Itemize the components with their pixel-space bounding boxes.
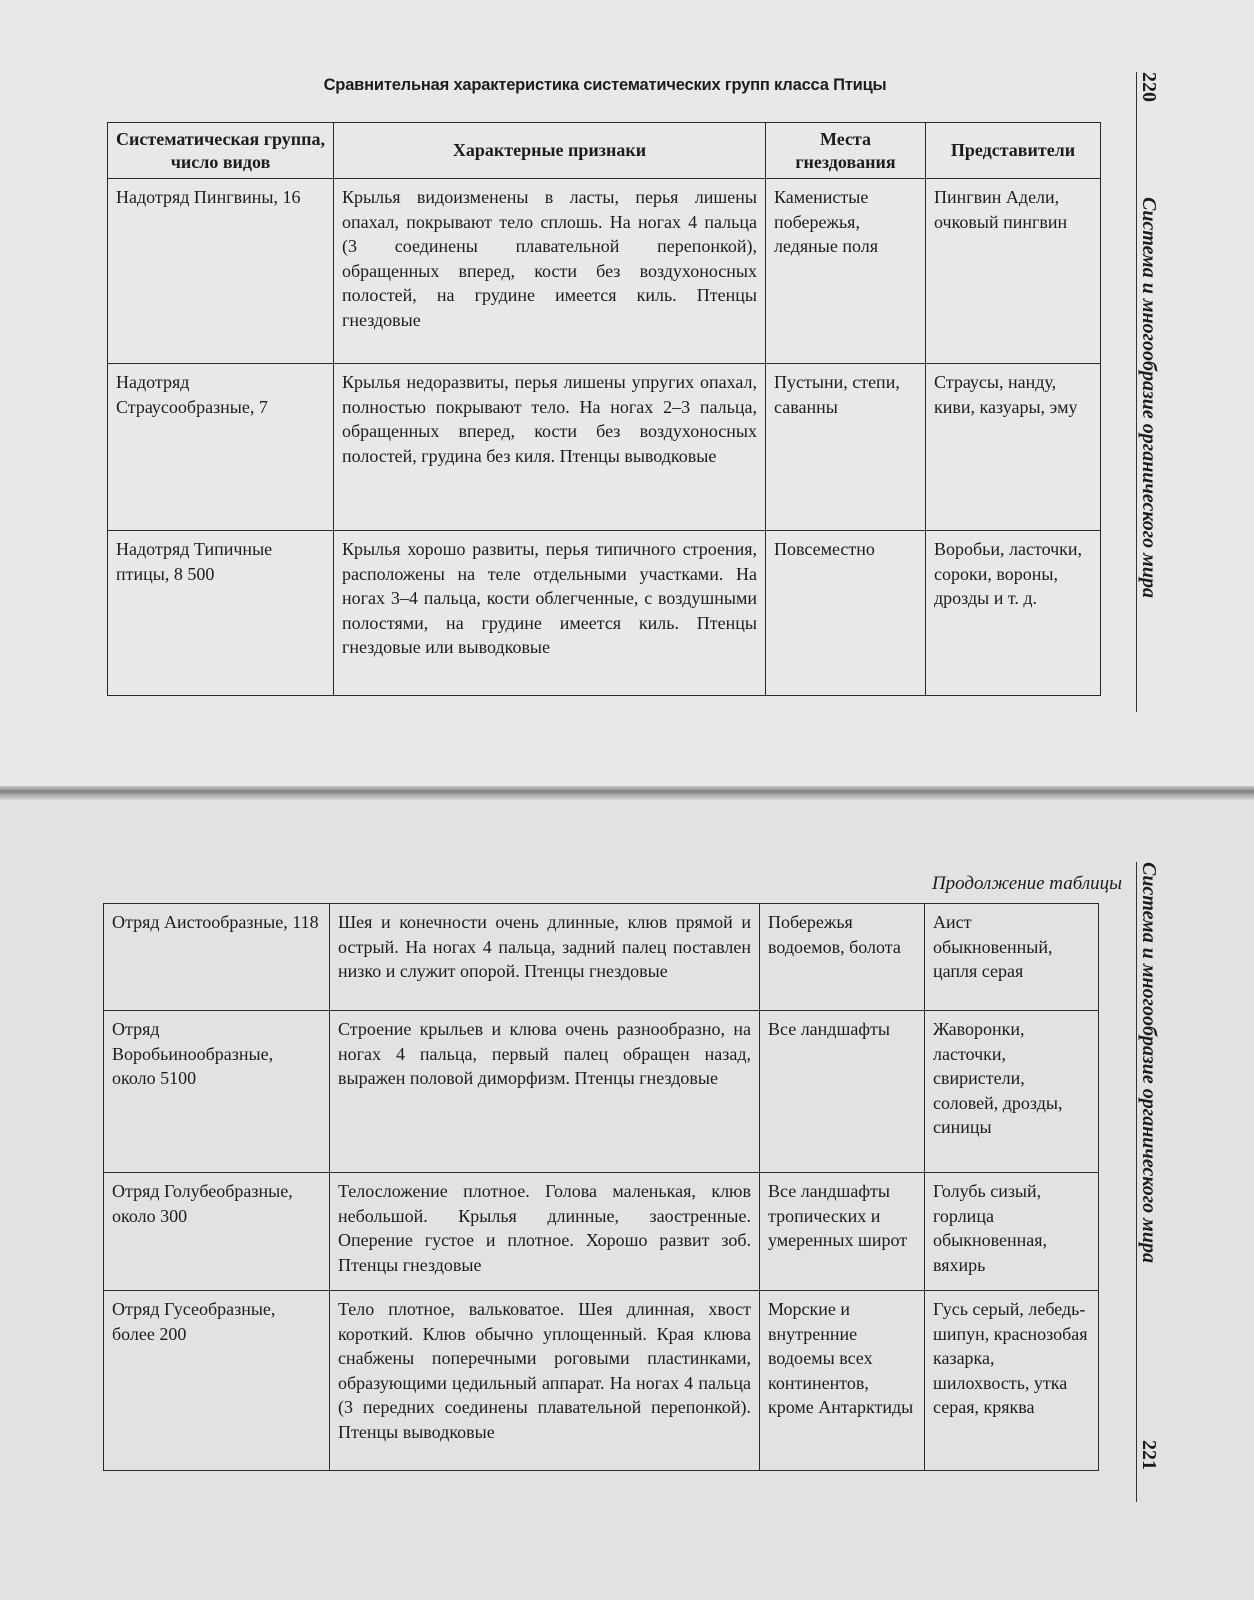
header-nesting: Места гнездования (766, 123, 926, 179)
table-row (104, 904, 1099, 1011)
table-row (108, 364, 1101, 531)
bird-groups-table-continued (103, 903, 1099, 1471)
header-features: Характерные признаки (334, 123, 766, 179)
nesting-cell: Каменистые побережья, ледяные поля (766, 179, 926, 364)
features-cell: Крылья видоизменены в ласты, перья лишены опахал, покрывают тело сплошь. На ногах 4 пальца (3 соединены плавательной перепонкой), обращенных вперед, кости без воздухоносных полостей, на грудине имеется киль. Птенцы гнездовые (334, 179, 766, 364)
table-row (104, 1011, 1099, 1173)
group-cell: Отряд Аистообразные, 118 (104, 904, 330, 1011)
table-header-row (108, 123, 1101, 179)
group-cell: Надотряд Пингвины, 16 (108, 179, 334, 364)
table-row (104, 1291, 1099, 1471)
representatives-cell: Воробьи, ласточки, сороки, вороны, дрозды и т. д. (926, 531, 1101, 696)
representatives-cell: Гусь серый, лебедь-шипун, краснозобая казарка, шилохвость, утка серая, кряква (925, 1291, 1099, 1471)
nesting-cell: Все ландшафты (760, 1011, 925, 1173)
running-title-221 (1136, 862, 1160, 1502)
nesting-cell: Все ландшафты тропических и умеренных широт (760, 1173, 925, 1291)
representatives-cell: Аист обыкновенный, цапля серая (925, 904, 1099, 1011)
page-number: 221 (1138, 1440, 1160, 1470)
group-cell: Отряд Гусеобразные, более 200 (104, 1291, 330, 1471)
representatives-cell: Страусы, нанду, киви, казуары, эму (926, 364, 1101, 531)
table-row (108, 531, 1101, 696)
nesting-cell: Морские и внутренние водоемы всех континентов, кроме Антарктиды (760, 1291, 925, 1471)
table-row (104, 1173, 1099, 1291)
nesting-cell: Пустыни, степи, саванны (766, 364, 926, 531)
group-cell: Отряд Воробьинообразные, около 5100 (104, 1011, 330, 1173)
group-cell: Надотряд Типичные птицы, 8 500 (108, 531, 334, 696)
nesting-cell: Повсеместно (766, 531, 926, 696)
features-cell: Телосложение плотное. Голова маленькая, клюв небольшой. Крылья длинные, заостренные. Оперение густое и плотное. Хорошо развит зоб. Птенцы гнездовые (330, 1173, 760, 1291)
running-title: Система и многообразие органического мира (1138, 197, 1160, 598)
page-number: 220 (1138, 72, 1160, 102)
continuation-label: Продолжение таблицы (931, 873, 1122, 894)
running-title: Система и многообразие органического мира (1138, 862, 1160, 1263)
group-cell: Отряд Голубеобразные, около 300 (104, 1173, 330, 1291)
features-cell: Крылья хорошо развиты, перья типичного строения, расположены на теле отдельными участками. На ногах 3–4 пальца, кости облегченные, с воздушными полостями, на грудине имеется киль. Птенцы гнездовые или выводковые (334, 531, 766, 696)
header-group: Систематическая группа, число видов (108, 123, 334, 179)
table-row (108, 179, 1101, 364)
features-cell: Тело плотное, вальковатое. Шея длинная, хвост короткий. Клюв обычно уплощенный. Края клюва снабжены поперечными роговыми пластинками, образующими цедильный аппарат. На ногах 4 пальца (3 передних соединены плавательной перепонкой). Птенцы выводковые (330, 1291, 760, 1471)
features-cell: Крылья недоразвиты, перья лишены упругих опахал, полностью покрывают тело. На ногах 2–3 пальца, обращенных вперед, кости без воздухоносных полостей, грудина без киля. Птенцы выводковые (334, 364, 766, 531)
group-cell: Надотряд Страусообразные, 7 (108, 364, 334, 531)
page-fold-divider (0, 786, 1254, 800)
table-title: Сравнительная характеристика систематических групп класса Птицы (323, 76, 887, 94)
features-cell: Шея и конечности очень длинные, клюв прямой и острый. На ногах 4 пальца, задний палец поставлен низко и служит опорой. Птенцы гнездовые (330, 904, 760, 1011)
representatives-cell: Голубь сизый, горлица обыкновенная, вяхирь (925, 1173, 1099, 1291)
bird-groups-table (107, 122, 1101, 696)
nesting-cell: Побережья водоемов, болота (760, 904, 925, 1011)
representatives-cell: Пингвин Адели, очковый пингвин (926, 179, 1101, 364)
header-representatives: Представители (926, 123, 1101, 179)
features-cell: Строение крыльев и клюва очень разнообразно, на ногах 4 пальца, первый палец обращен назад, выражен половой диморфизм. Птенцы гнездовые (330, 1011, 760, 1173)
representatives-cell: Жаворонки, ласточки, свиристели, соловей, дрозды, синицы (925, 1011, 1099, 1173)
running-title-220 (1136, 72, 1160, 712)
